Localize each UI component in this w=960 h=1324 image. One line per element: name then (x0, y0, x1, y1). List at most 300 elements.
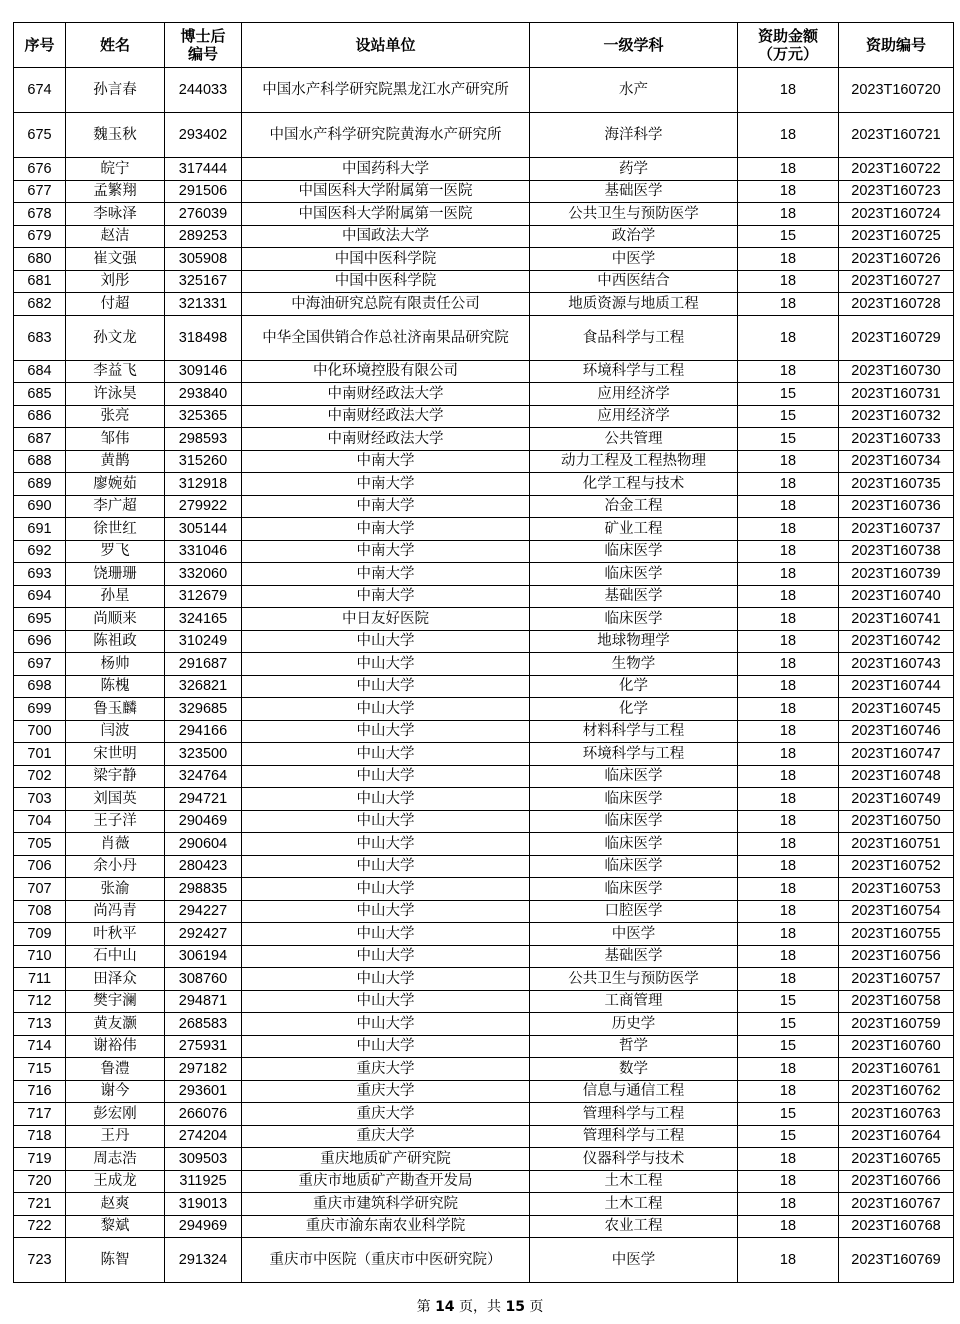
header-seq: 序号 (14, 23, 66, 68)
table-row (14, 540, 954, 563)
cell-name: 樊宇澜 (66, 990, 165, 1013)
cell-name: 谢今 (66, 1080, 165, 1103)
table-row (14, 428, 954, 451)
cell-discipline: 基础医学 (530, 180, 738, 203)
cell-grant-no: 2023T160729 (839, 315, 954, 360)
funding-list-table (13, 22, 954, 1283)
cell-discipline: 食品科学与工程 (530, 315, 738, 360)
cell-seq: 674 (14, 68, 66, 113)
cell-seq: 716 (14, 1080, 66, 1103)
cell-grant-no: 2023T160746 (839, 720, 954, 743)
cell-seq: 686 (14, 405, 66, 428)
cell-postdoc-id: 325365 (165, 405, 242, 428)
cell-grant-no: 2023T160725 (839, 225, 954, 248)
cell-seq: 721 (14, 1193, 66, 1216)
table-row (14, 900, 954, 923)
cell-station: 重庆市渝东南农业科学院 (242, 1215, 530, 1238)
cell-amount: 18 (738, 540, 839, 563)
table-row (14, 698, 954, 721)
cell-grant-no: 2023T160769 (839, 1238, 954, 1283)
cell-name: 王子洋 (66, 810, 165, 833)
table-row (14, 315, 954, 360)
cell-discipline: 数学 (530, 1058, 738, 1081)
cell-discipline: 地质资源与地质工程 (530, 293, 738, 316)
table-row (14, 855, 954, 878)
cell-postdoc-id: 324764 (165, 765, 242, 788)
cell-station: 重庆市中医院（重庆市中医研究院） (242, 1238, 530, 1283)
cell-name: 鲁澧 (66, 1058, 165, 1081)
cell-seq: 709 (14, 923, 66, 946)
cell-grant-no: 2023T160721 (839, 113, 954, 158)
cell-seq: 688 (14, 450, 66, 473)
cell-discipline: 公共管理 (530, 428, 738, 451)
cell-station: 中山大学 (242, 698, 530, 721)
cell-grant-no: 2023T160768 (839, 1215, 954, 1238)
cell-name: 王丹 (66, 1125, 165, 1148)
cell-seq: 707 (14, 878, 66, 901)
cell-name: 饶珊珊 (66, 563, 165, 586)
table-row (14, 360, 954, 383)
cell-station: 中山大学 (242, 968, 530, 991)
cell-seq: 705 (14, 833, 66, 856)
cell-station: 中山大学 (242, 855, 530, 878)
cell-station: 中南大学 (242, 473, 530, 496)
cell-station: 中国水产科学研究院黄海水产研究所 (242, 113, 530, 158)
cell-discipline: 临床医学 (530, 765, 738, 788)
cell-discipline: 海洋科学 (530, 113, 738, 158)
cell-station: 重庆市地质矿产勘查开发局 (242, 1170, 530, 1193)
cell-name: 张亮 (66, 405, 165, 428)
cell-station: 中华全国供销合作总社济南果品研究院 (242, 315, 530, 360)
cell-seq: 684 (14, 360, 66, 383)
cell-discipline: 水产 (530, 68, 738, 113)
table-row (14, 563, 954, 586)
cell-station: 中南大学 (242, 585, 530, 608)
cell-seq: 683 (14, 315, 66, 360)
cell-grant-no: 2023T160752 (839, 855, 954, 878)
cell-grant-no: 2023T160728 (839, 293, 954, 316)
cell-amount: 15 (738, 225, 839, 248)
cell-grant-no: 2023T160734 (839, 450, 954, 473)
cell-postdoc-id: 280423 (165, 855, 242, 878)
cell-grant-no: 2023T160740 (839, 585, 954, 608)
table-row (14, 968, 954, 991)
cell-seq: 681 (14, 270, 66, 293)
cell-amount: 18 (738, 608, 839, 631)
cell-name: 余小丹 (66, 855, 165, 878)
cell-station: 重庆大学 (242, 1103, 530, 1126)
cell-postdoc-id: 312918 (165, 473, 242, 496)
cell-amount: 18 (738, 203, 839, 226)
cell-seq: 697 (14, 653, 66, 676)
table-row (14, 225, 954, 248)
cell-postdoc-id: 321331 (165, 293, 242, 316)
cell-station: 中国水产科学研究院黑龙江水产研究所 (242, 68, 530, 113)
table-row (14, 473, 954, 496)
cell-postdoc-id: 298593 (165, 428, 242, 451)
cell-grant-no: 2023T160736 (839, 495, 954, 518)
cell-station: 中国药科大学 (242, 158, 530, 181)
table-row (14, 1013, 954, 1036)
cell-grant-no: 2023T160751 (839, 833, 954, 856)
table-body (14, 68, 954, 1283)
cell-postdoc-id: 318498 (165, 315, 242, 360)
cell-grant-no: 2023T160738 (839, 540, 954, 563)
cell-amount: 18 (738, 495, 839, 518)
cell-name: 魏玉秋 (66, 113, 165, 158)
cell-postdoc-id: 293601 (165, 1080, 242, 1103)
cell-postdoc-id: 323500 (165, 743, 242, 766)
cell-grant-no: 2023T160743 (839, 653, 954, 676)
cell-postdoc-id: 294721 (165, 788, 242, 811)
table-row (14, 990, 954, 1013)
cell-postdoc-id: 276039 (165, 203, 242, 226)
cell-grant-no: 2023T160761 (839, 1058, 954, 1081)
cell-name: 陈祖政 (66, 630, 165, 653)
header-postdoc-id: 博士后 编号 (165, 23, 242, 68)
cell-seq: 712 (14, 990, 66, 1013)
cell-discipline: 化学工程与技术 (530, 473, 738, 496)
header-discipline: 一级学科 (530, 23, 738, 68)
cell-seq: 713 (14, 1013, 66, 1036)
cell-station: 中南大学 (242, 450, 530, 473)
table-row (14, 653, 954, 676)
cell-postdoc-id: 329685 (165, 698, 242, 721)
cell-amount: 18 (738, 270, 839, 293)
cell-station: 中山大学 (242, 1013, 530, 1036)
cell-grant-no: 2023T160741 (839, 608, 954, 631)
table-row (14, 450, 954, 473)
cell-amount: 18 (738, 923, 839, 946)
cell-postdoc-id: 305144 (165, 518, 242, 541)
cell-grant-no: 2023T160730 (839, 360, 954, 383)
cell-station: 中山大学 (242, 720, 530, 743)
cell-discipline: 土木工程 (530, 1193, 738, 1216)
cell-amount: 18 (738, 518, 839, 541)
cell-name: 孙星 (66, 585, 165, 608)
cell-postdoc-id: 309146 (165, 360, 242, 383)
cell-postdoc-id: 297182 (165, 1058, 242, 1081)
cell-seq: 723 (14, 1238, 66, 1283)
cell-seq: 710 (14, 945, 66, 968)
cell-station: 重庆地质矿产研究院 (242, 1148, 530, 1171)
cell-grant-no: 2023T160759 (839, 1013, 954, 1036)
cell-discipline: 临床医学 (530, 608, 738, 631)
cell-amount: 18 (738, 473, 839, 496)
cell-discipline: 应用经济学 (530, 405, 738, 428)
cell-station: 重庆大学 (242, 1058, 530, 1081)
table-row (14, 1080, 954, 1103)
cell-discipline: 土木工程 (530, 1170, 738, 1193)
cell-name: 黄友灏 (66, 1013, 165, 1036)
cell-postdoc-id: 290604 (165, 833, 242, 856)
cell-amount: 18 (738, 1193, 839, 1216)
cell-discipline: 临床医学 (530, 540, 738, 563)
table-row (14, 810, 954, 833)
cell-grant-no: 2023T160739 (839, 563, 954, 586)
cell-discipline: 动力工程及工程热物理 (530, 450, 738, 473)
header-name: 姓名 (66, 23, 165, 68)
table-row (14, 68, 954, 113)
cell-amount: 18 (738, 248, 839, 271)
cell-grant-no: 2023T160732 (839, 405, 954, 428)
cell-grant-no: 2023T160744 (839, 675, 954, 698)
cell-discipline: 基础医学 (530, 945, 738, 968)
cell-station: 中山大学 (242, 788, 530, 811)
cell-discipline: 中西医结合 (530, 270, 738, 293)
cell-postdoc-id: 319013 (165, 1193, 242, 1216)
cell-seq: 682 (14, 293, 66, 316)
table-row (14, 1238, 954, 1283)
cell-amount: 18 (738, 810, 839, 833)
cell-station: 中山大学 (242, 923, 530, 946)
cell-station: 中海油研究总院有限责任公司 (242, 293, 530, 316)
table-row (14, 495, 954, 518)
table-row (14, 630, 954, 653)
cell-grant-no: 2023T160720 (839, 68, 954, 113)
cell-seq: 717 (14, 1103, 66, 1126)
cell-postdoc-id: 290469 (165, 810, 242, 833)
cell-discipline: 环境科学与工程 (530, 743, 738, 766)
cell-grant-no: 2023T160755 (839, 923, 954, 946)
table-row (14, 293, 954, 316)
cell-postdoc-id: 306194 (165, 945, 242, 968)
table-row (14, 203, 954, 226)
cell-grant-no: 2023T160750 (839, 810, 954, 833)
cell-station: 中南财经政法大学 (242, 428, 530, 451)
cell-station: 中山大学 (242, 810, 530, 833)
table-row (14, 788, 954, 811)
cell-name: 赵洁 (66, 225, 165, 248)
cell-station: 中日友好医院 (242, 608, 530, 631)
cell-discipline: 工商管理 (530, 990, 738, 1013)
cell-discipline: 矿业工程 (530, 518, 738, 541)
cell-postdoc-id: 266076 (165, 1103, 242, 1126)
cell-discipline: 生物学 (530, 653, 738, 676)
cell-discipline: 中医学 (530, 248, 738, 271)
cell-station: 中南大学 (242, 495, 530, 518)
cell-postdoc-id: 274204 (165, 1125, 242, 1148)
cell-amount: 18 (738, 1148, 839, 1171)
cell-discipline: 化学 (530, 675, 738, 698)
cell-name: 黄鹊 (66, 450, 165, 473)
cell-seq: 701 (14, 743, 66, 766)
cell-name: 陈智 (66, 1238, 165, 1283)
cell-seq: 711 (14, 968, 66, 991)
cell-discipline: 管理科学与工程 (530, 1103, 738, 1126)
cell-name: 罗飞 (66, 540, 165, 563)
cell-grant-no: 2023T160767 (839, 1193, 954, 1216)
cell-seq: 720 (14, 1170, 66, 1193)
cell-amount: 18 (738, 563, 839, 586)
cell-amount: 18 (738, 315, 839, 360)
table-row (14, 383, 954, 406)
cell-name: 邹伟 (66, 428, 165, 451)
table-row (14, 405, 954, 428)
table-row (14, 878, 954, 901)
cell-seq: 676 (14, 158, 66, 181)
cell-name: 皖宁 (66, 158, 165, 181)
cell-seq: 698 (14, 675, 66, 698)
table-row (14, 518, 954, 541)
cell-seq: 699 (14, 698, 66, 721)
cell-amount: 15 (738, 990, 839, 1013)
cell-amount: 18 (738, 630, 839, 653)
cell-amount: 18 (738, 1080, 839, 1103)
cell-seq: 706 (14, 855, 66, 878)
cell-grant-no: 2023T160757 (839, 968, 954, 991)
cell-station: 中山大学 (242, 878, 530, 901)
cell-postdoc-id: 293402 (165, 113, 242, 158)
cell-amount: 18 (738, 360, 839, 383)
cell-grant-no: 2023T160727 (839, 270, 954, 293)
cell-grant-no: 2023T160756 (839, 945, 954, 968)
cell-grant-no: 2023T160760 (839, 1035, 954, 1058)
cell-postdoc-id: 294871 (165, 990, 242, 1013)
table-row (14, 113, 954, 158)
cell-station: 中国医科大学附属第一医院 (242, 203, 530, 226)
cell-postdoc-id: 292427 (165, 923, 242, 946)
cell-discipline: 历史学 (530, 1013, 738, 1036)
cell-amount: 18 (738, 788, 839, 811)
cell-discipline: 化学 (530, 698, 738, 721)
page-total: 15 (505, 1299, 525, 1315)
cell-postdoc-id: 291324 (165, 1238, 242, 1283)
cell-seq: 696 (14, 630, 66, 653)
cell-postdoc-id: 315260 (165, 450, 242, 473)
table-row (14, 180, 954, 203)
cell-name: 尚冯青 (66, 900, 165, 923)
cell-discipline: 公共卫生与预防医学 (530, 968, 738, 991)
cell-discipline: 临床医学 (530, 563, 738, 586)
cell-station: 中山大学 (242, 1035, 530, 1058)
header-station: 设站单位 (242, 23, 530, 68)
cell-grant-no: 2023T160737 (839, 518, 954, 541)
table-row (14, 923, 954, 946)
cell-name: 王成龙 (66, 1170, 165, 1193)
cell-station: 中南财经政法大学 (242, 383, 530, 406)
cell-amount: 18 (738, 158, 839, 181)
cell-amount: 15 (738, 1125, 839, 1148)
cell-amount: 15 (738, 428, 839, 451)
cell-station: 中山大学 (242, 765, 530, 788)
cell-amount: 18 (738, 743, 839, 766)
cell-name: 谢裕伟 (66, 1035, 165, 1058)
table-row (14, 608, 954, 631)
table-row (14, 945, 954, 968)
cell-discipline: 地球物理学 (530, 630, 738, 653)
cell-amount: 18 (738, 675, 839, 698)
cell-station: 中国中医科学院 (242, 248, 530, 271)
cell-name: 张渝 (66, 878, 165, 901)
cell-seq: 685 (14, 383, 66, 406)
cell-name: 鲁玉麟 (66, 698, 165, 721)
table-row (14, 675, 954, 698)
cell-name: 彭宏刚 (66, 1103, 165, 1126)
cell-grant-no: 2023T160733 (839, 428, 954, 451)
cell-seq: 692 (14, 540, 66, 563)
cell-discipline: 政治学 (530, 225, 738, 248)
cell-amount: 15 (738, 1035, 839, 1058)
cell-discipline: 应用经济学 (530, 383, 738, 406)
cell-discipline: 公共卫生与预防医学 (530, 203, 738, 226)
cell-discipline: 冶金工程 (530, 495, 738, 518)
cell-amount: 18 (738, 113, 839, 158)
cell-grant-no: 2023T160754 (839, 900, 954, 923)
cell-postdoc-id: 293840 (165, 383, 242, 406)
cell-discipline: 口腔医学 (530, 900, 738, 923)
cell-grant-no: 2023T160735 (839, 473, 954, 496)
cell-amount: 18 (738, 68, 839, 113)
cell-station: 中山大学 (242, 743, 530, 766)
cell-amount: 18 (738, 968, 839, 991)
cell-postdoc-id: 298835 (165, 878, 242, 901)
cell-discipline: 中医学 (530, 923, 738, 946)
cell-discipline: 管理科学与工程 (530, 1125, 738, 1148)
cell-name: 陈槐 (66, 675, 165, 698)
cell-name: 孙言春 (66, 68, 165, 113)
cell-seq: 693 (14, 563, 66, 586)
cell-station: 中国政法大学 (242, 225, 530, 248)
cell-station: 中山大学 (242, 675, 530, 698)
cell-name: 崔文强 (66, 248, 165, 271)
cell-postdoc-id: 279922 (165, 495, 242, 518)
cell-seq: 675 (14, 113, 66, 158)
cell-seq: 694 (14, 585, 66, 608)
cell-postdoc-id: 324165 (165, 608, 242, 631)
cell-seq: 715 (14, 1058, 66, 1081)
cell-name: 石中山 (66, 945, 165, 968)
cell-discipline: 农业工程 (530, 1215, 738, 1238)
cell-amount: 18 (738, 1058, 839, 1081)
cell-grant-no: 2023T160742 (839, 630, 954, 653)
table-row (14, 1193, 954, 1216)
table-row (14, 743, 954, 766)
cell-postdoc-id: 308760 (165, 968, 242, 991)
cell-grant-no: 2023T160764 (839, 1125, 954, 1148)
cell-name: 梁宇静 (66, 765, 165, 788)
cell-seq: 703 (14, 788, 66, 811)
cell-discipline: 哲学 (530, 1035, 738, 1058)
cell-station: 中山大学 (242, 630, 530, 653)
cell-seq: 708 (14, 900, 66, 923)
cell-station: 中南大学 (242, 563, 530, 586)
cell-station: 中南大学 (242, 518, 530, 541)
table-row (14, 585, 954, 608)
cell-grant-no: 2023T160749 (839, 788, 954, 811)
cell-discipline: 仪器科学与技术 (530, 1148, 738, 1171)
cell-postdoc-id: 309503 (165, 1148, 242, 1171)
cell-name: 孟繁翔 (66, 180, 165, 203)
cell-station: 重庆大学 (242, 1080, 530, 1103)
cell-discipline: 基础医学 (530, 585, 738, 608)
table-row (14, 833, 954, 856)
cell-amount: 18 (738, 293, 839, 316)
cell-grant-no: 2023T160762 (839, 1080, 954, 1103)
cell-discipline: 临床医学 (530, 833, 738, 856)
cell-amount: 18 (738, 878, 839, 901)
cell-seq: 719 (14, 1148, 66, 1171)
cell-name: 徐世红 (66, 518, 165, 541)
cell-amount: 18 (738, 653, 839, 676)
cell-seq: 689 (14, 473, 66, 496)
cell-seq: 680 (14, 248, 66, 271)
cell-grant-no: 2023T160724 (839, 203, 954, 226)
cell-grant-no: 2023T160753 (839, 878, 954, 901)
cell-name: 宋世明 (66, 743, 165, 766)
cell-discipline: 临床医学 (530, 855, 738, 878)
header-grant-no: 资助编号 (839, 23, 954, 68)
